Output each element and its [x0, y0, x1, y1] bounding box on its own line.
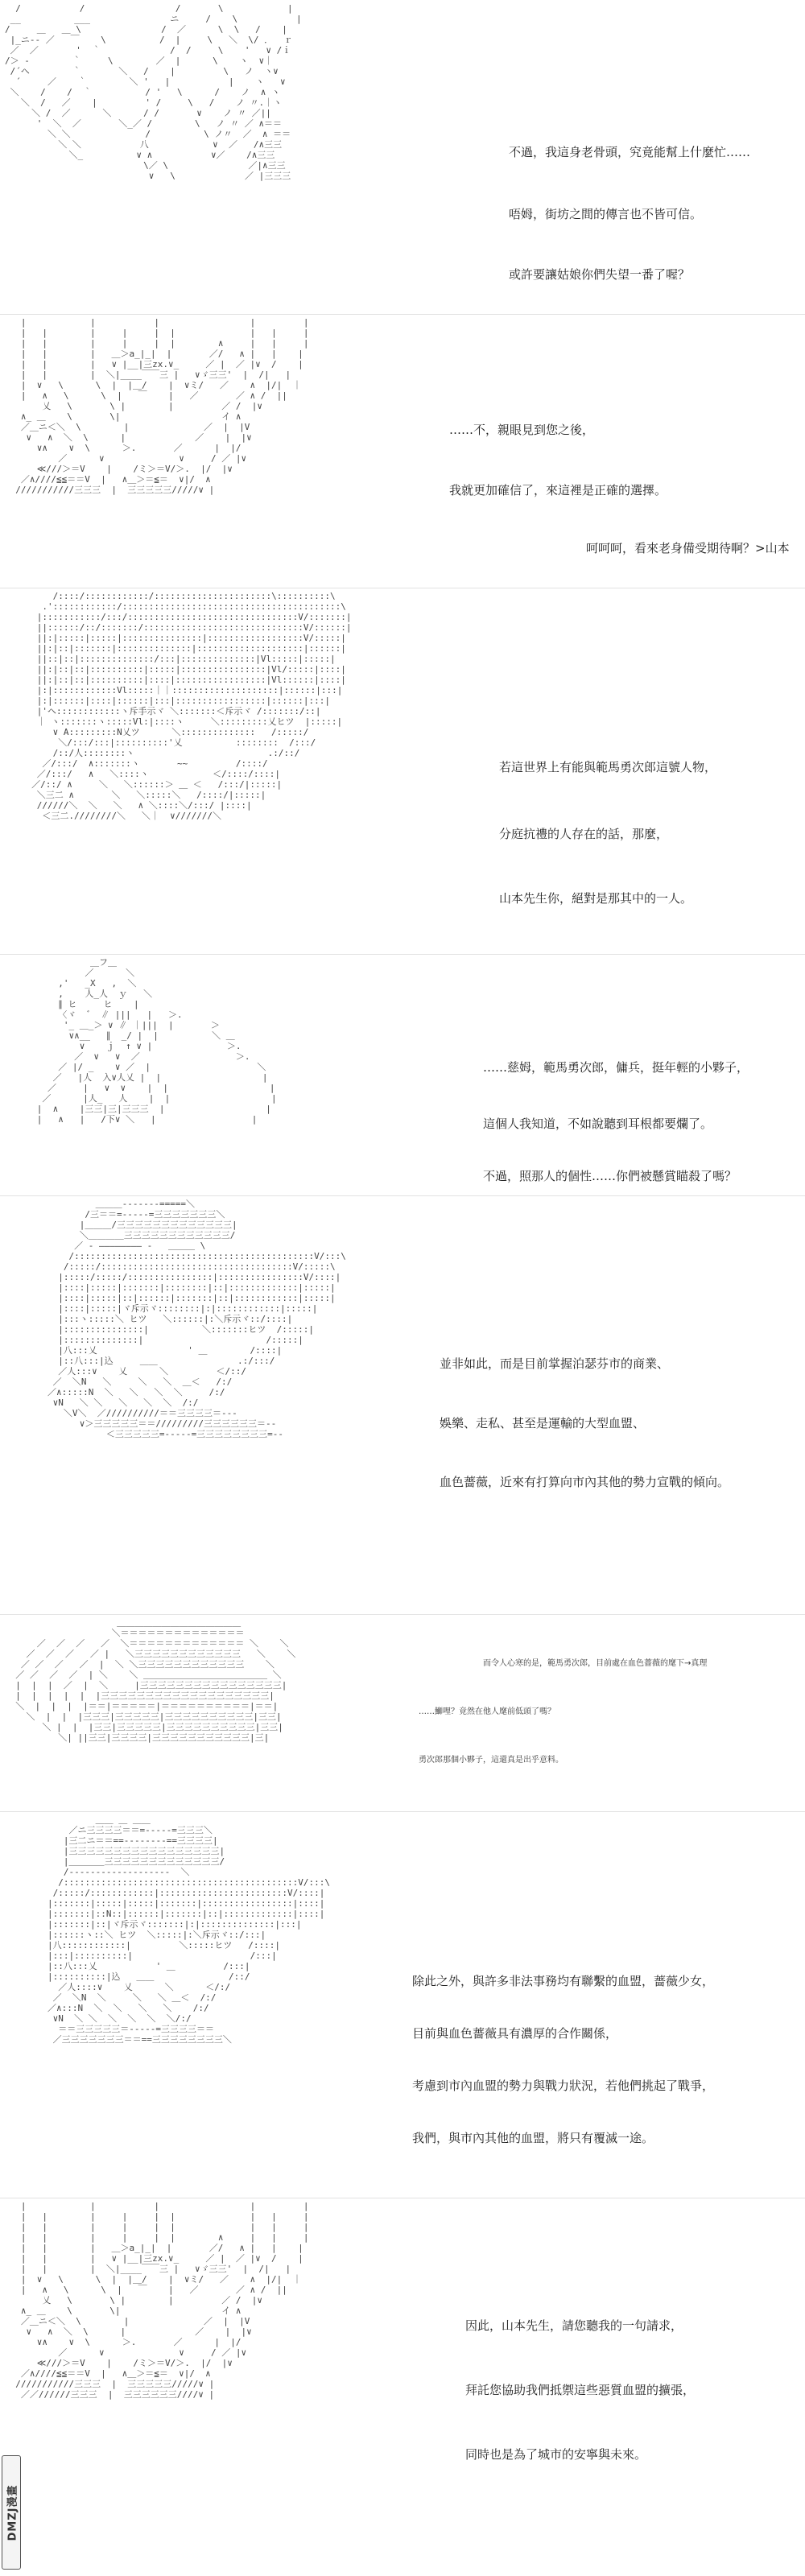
dialog-line: 呵呵呵，看來老身備受期待啊？>山本	[586, 541, 790, 555]
dialog-line: ……不，親眼見到您之後，	[449, 423, 595, 437]
ascii-art-face-old-man: / / / \ | __ ___ ニ / \ | / ＿ ＿ \ / ／ \ \ / | |_ニ-‐ ／ ￣ \ / | \ ＼ \/ ． ｒ ／ ／ ' ｀ / / \ ' ∨ /ｉ /＞ ‐ ｀ \ ／ | \ ヽ ∨｜ /´ヘ ｀ ＼ / | \ ノ ヽ∨ ´ ／ ｀ ＼ ' | | ヽ ∨ ＼ / / ｀ / ' \ / ノ ∧ ヽ ＼ / ／ | ' / \ / ノ 〃.｜ヽ ＼ / ／ ＼ / / ∨ ノ 〃 ／|| ' ＼ ／ ＼_／ / \ ノ 〃 ／ ∧＝＝ ＼ ＼ / \ ノ〃 ／ ∧ ＝＝ ＼ ＼ 八 ∨ ／ /∧三三 ＼_ ∨ ∧ ∨／ /∧三三 \／ \ ／|∧三三 ∨ \ ／ |三三三	[5, 3, 302, 181]
dialog-line: 我就更加確信了，來這裡是正確的選擇。	[449, 483, 667, 497]
dialog-line: 我們，與市內其他的血盟，將只有覆滅一途。	[412, 2131, 654, 2145]
watermark-text: DMZJ漫畫	[6, 2484, 19, 2541]
ascii-art-old-man-figure: ＿フ＿ ／ ＼ ,' _X , ＼ , 人_人 ｙ ＼ ∥ ヒ ヒ | 〈ヾ ゛ ∥ ||| | ＞. '_ ＿_＞ ∨ ∥ ｜||| | ＞ ∨∧__ ∥ _/ | | ＼ ＿ ∨ ｊ ↑ ∨ | ＞. ／ ∨ ∨ ／ ＞. ／ |/ _ ∨ ／ | ＼ ／ |人 入∨人乂 | | | ／ | ∨ ∨ | | | ／ |人_ 人 | | | | ∧ |三三|三|三三三 | | | ∧ | /下∨ ＼ | |	[36, 957, 277, 1125]
watermark-badge	[2, 2455, 21, 2570]
dialog-line: 目前與血色薔薇具有濃厚的合作關係，	[412, 2026, 618, 2041]
panel-6	[0, 1614, 805, 1812]
ascii-art-man-in-suit-2: | | | | | | | | | | | | | | | | | | | | | | | | | | | | | ∧ | | | | | | ＿＞a_|_| | ／/ ∧ | | | | | | ∨ |__|三zx.∨_ ／ | ／ |∨ / | | | | ＼|____￣￣三 | ∨ゞ三三' | /| | | ∨ \ \ | |＿/ | ∨ミ/ ／ ∧ |/| ｜ | ∧ \ \ | ￣ | ／ ／ ∧ / || 乂 \ \ | | ／ / |∨ ∧_ ＿ \ \| イ ∧ ／＿ニ＜＼ \ | ／ | |V ∨ ∧ ＼ \ | ／ | |∨ ∨∧ ∨ \ ＞. ／ | |/ ／ ∨ ∨ / ／ |∨ ≪///＞＝V | /ミ＞＝V/＞. |/ |∨ ／∧////≦≦＝＝V | ∧＿＞＝≦＝ ∨|/ ∧ ///////////三三三 | 三三三三三/////∨ | ／／//////三三三 | 三三三三三三////∨ |	[15, 2201, 309, 2400]
ascii-art-boy-with-hat: ＿＿＿--‐‐‐‐‐=====＼ /三＝＝=-‐‐‐-=三三三三三三三＼ |＿＿＿/三三三三三三三三三三三三三| ＼＿＿＿＿三三三三三三三三三三三三/ ／ - ―――――――― - ＿＿＿ \ /:::::::::::::::::::::::::::::::::::::::::::::V/:::\ /:::::/::::::::::::::::::::::::::::::::::::V/:::::\ |:::::/:::::/::::::::::::::::|::::::::::::::::V/::::| |::::|:::::|:::::::|::::::::|::|:::::::::::::|:::::| |::::|:::::|::|::::::|:::::::|::|::::::::::::|:::::| |::::|:::::|ヾ斥示ヾ::::::::|:|::::::::::::|:::::| |:::ヽ:::::＼ ヒツ ＼::::::|:＼斥示ヾ::/::::| |:::::::::::::::| ＼:::::::ヒツ /:::::| |::::::::::::::| /:::::| |八:::乂 ' ＿ /::::| |::八:::|込 ＿＿ .:/:::/ ／人:::∨ 乂 ＼ ＜/::/ ／ ＼N ＼ ＼ ＼ ＿＜ /:/ ／∧:::::N ＼ ＼ ＼ ＼ /:/ ∨N ＼ ＼ ＼ ＼ ＼ /:/ ＼V＼ ／//////////＝＝三三三三＝-‐‐ ∨＞三三三三三＝＝/////////三三三三三三＝-‐ ＜三三三三三=-‐‐‐-=三三三三三三三三=-‐	[47, 1199, 346, 1439]
dialog-line: 同時也是為了城市的安寧與未來。	[465, 2447, 647, 2462]
dialog-line: 因此，山本先生，請您聽我的一句請求，	[465, 2318, 683, 2333]
dialog-line: 血色薔薇，近來有打算向市內其他的勢力宣戰的傾向。	[440, 1475, 730, 1489]
panel-4	[0, 954, 805, 1196]
panel-2	[0, 314, 805, 588]
dialog-line: ……慈姆，範馬勇次郎，傭兵，挺年輕的小夥子，	[483, 1060, 749, 1075]
ascii-art-building: ＿＿＿＿＿＿＿＿＿＿＿＿＿＿ ＼＝＝＝＝＝＝＝＝＝＝＝＝＝＝ ／ ／ ／ ／ ＼＝＝＝＝＝＝＝＝＝＝＝＝＝ ＼ ＼ ／ ／ ／ ／ | ＼三三三三三三三三三三三三 ＼ ＼ ／ ／ ／ ／ | ＼ ＼三三三三三三三三三三三三 ＼ ／ ／ ／ ／ | ＼ ＼ ＿＿＿＿＿＿＿＿＿＿＿＿＿＿ ＼ | | | ／ | ＼ |三三三三三三三三三三三三三三三三| | | | | | |三三三三三三三三三三三三三三三三三三三| ＼ | | | |＝＝|＝＝＝＝＝|＝＝＝＝＝＝＝＝＝＝|＝＝| ＼ | | |三三三|三三三三三|三三三三三三三三三三|三三| ＼ | | |三三|三三三三三|三三三三三三三三三三|三三| ＼| ||三三|三三三三|三三三三三三三三三三三|三|	[15, 1617, 296, 1743]
dialog-line: 而令人心寒的是，範馬勇次郎，目前處在血色薔薇的麾下→真理	[483, 1659, 708, 1668]
dialog-line: 若這世界上有能與範馬勇次郎這號人物，	[499, 760, 717, 774]
dialog-line: 勇次郎那個小夥子，這還真是出乎意料。	[419, 1756, 564, 1765]
dialog-line: ……鰤哩？竟然在他人麾前低頭了嗎？	[419, 1707, 555, 1716]
dialog-line: 這個人我知道，不如說聽到耳根都要爛了。	[483, 1117, 713, 1131]
dialog-line: 或許要讓姑娘你們失望一番了喔？	[509, 267, 691, 282]
ascii-art-boy-with-hat-2: ＿＿ ＿ ＿＿ ／ニ三三三三＝＝=-‐‐‐-=三三三＼ |三二ニ＝＝==‐‐‐‐‐‐‐-==三三三三| |三三三三三三三三三三三三三三三三三| |＿＿＿＿三三三三三三三三三三三三三/ /-‐‐‐‐‐‐‐‐‐‐‐‐‐‐‐‐‐‐ ＼ /::::::::::::::::::::::::::::::::::::::::::::V/:::\ /:::::/::::::::::::|::::::::::::::::::::::::V/::::| |:::::::|:::::|:::::|:::::::|:::::::::::::::::|::::| |:::::::|::N::|::::::|:::::::|::|:::::::::::::|::::| |:::::::|::|ヾ斥示ヾ:::::::|:|::::::::::::::|:::| |::::::ヽ::＼ ヒツ ＼:::::|:＼斥示ヾ::/:::| |八::::::::::::| ＼:::::ヒツ /::::| |:::|::::::::::| /:::| |::八:::乂 ' ＿ /:::| |::::::::::|込 ＿＿ /::/ ／人::::∨ 乂 ＼ ＜/:/ ／ ＼N ＼ ＼ ＼ ＿＜ /:/ ／∧:::N ＼ ＼ ＼ ＼ /:/ ∨N ＼ ＼ ＼ ＼ ＼ ＼/:/ ＝＝三三三三三＝-‐‐‐-=三三三三＝＝ ／三三三三三三三＝＝==三三三三三三三三＼	[47, 1814, 330, 2045]
panel-1	[0, 0, 805, 315]
panel-3	[0, 588, 805, 955]
panel-8	[0, 2198, 805, 2576]
dialog-line: 並非如此，而是目前掌握泊瑟芬市的商業、	[440, 1356, 670, 1371]
dialog-line: 拜託您協助我們抵禦這些惡質血盟的擴張，	[465, 2383, 696, 2397]
dialog-line: 山本先生你，絕對是那其中的一人。	[499, 891, 693, 906]
panel-5	[0, 1195, 805, 1615]
dialog-line: 不過，照那人的個性……你們被懸賞瞄殺了嗎？	[483, 1169, 737, 1183]
dialog-line: 分庭抗禮的人存在的話，那麼，	[499, 827, 669, 841]
dialog-line: 娛樂、走私、甚至是運輸的大型血盟、	[440, 1416, 646, 1430]
dialog-line: 唔姆，街坊之間的傳言也不皆可信。	[509, 207, 703, 221]
dialog-line: 不過，我這身老骨頭，究竟能幫上什麼忙……	[509, 145, 751, 159]
panel-7	[0, 1811, 805, 2198]
dialog-line: 考慮到市內血盟的勢力與戰力狀況，若他們挑起了戰爭，	[412, 2079, 715, 2093]
ascii-art-woman-portrait: /::::/::::::::::::/::::::::::::::::::::::\::::::::::\ .'::::::::::::/:::::::::::::::::::::::::::::::::::::::::\ |:::::::::::/:::/::::::::::::::::::::::::::::::::V/:::::::| ||::::::/::/:::::::/::::::::::::::::::::::::::::::V/::::::| ||:|:::::|:::::|:::::::::::::::|::::::::::::::::::V/:::::| ||:|::|:::::::|::::::::::::::|::::::::::::::::::::|::::::| ||::|::|::::::::::::::/:::|::::::::::::::|Vl:::::|:::::| ||:|::|::|::::::::::|:::::|::::::::::::::::|Vl/:::::|::::| ||:|::|::|::::::::::|::::|:::::::::::::::::|Vl::::::|::::| |:|::::::::::::Vl:::::｜｜::::::::::::::::::::|::::::|:::| |:|::::::|::::|::::::|:::|:::::::::::::::::|::::::|:::| |'ヘ::::::::::::ヽ斥手示ヾ ＼:::::::＜斥示ヾ /:::::::/::| ｜ ヽ:::::::ヽ:::::Vl:|::::ヽ ＼:::::::::乂ヒツ |:::::| ∨ A:::::::::N乂ツ ＼:::::::::::::: /:::::/ ＼/:::/:::|::::::::::'乂 :::::::: /:::/ /::/人::::::::ヽ .:/::/ ／/:::/ ∧:::::::ヽ ~~ /::::/ ／/:::/ ∧ ＼::::ヽ ＜/::::/::::| ／/::/ ∧ ＼ ＼::::::＞ ＿ ＜ /:::/|:::::| ＼三二 ∧ ＼ ＼:::::＼ /::::/|:::::| //////＼ ＼ ＼ ∧ ＼::::＼/:::/ |::::| ＜三二.////////＼ ＼｜ ∨///////＼	[31, 591, 352, 821]
dialog-line: 除此之外，與許多非法事務均有聯繫的血盟，薔薇少女，	[412, 1974, 715, 1988]
ascii-art-man-in-suit: | | | | | | | | | | | | | | | | | | | | ∧ | | | | | | ＿＞a_|_| | ／/ ∧ | | | | | | ∨ |__|三zx.∨_ ／ | ／ |∨ / | | | | ＼|____￣￣三 | ∨ゞ三三' | /| | | ∨ \ \ | |＿/ | ∨ミ/ ／ ∧ |/| ｜ | ∧ \ \ | ￣ | ／ ／ ∧ / || 乂 \ \ | | ／ / |∨ ∧_ ＿ \ \| イ ∧ ／＿ニ＜＼ \ | ／ | |V ∨ ∧ ＼ \ | ／ | |∨ ∨∧ ∨ \ ＞. ／ | |/ ／ ∨ ∨ / ／ |∨ ≪///＞＝V | /ミ＞＝V/＞. |/ |∨ ／∧////≦≦＝＝V | ∧＿＞＝≦＝ ∨|/ ∧ ///////////三三三 | 三三三三三/////∨ |	[15, 317, 309, 495]
